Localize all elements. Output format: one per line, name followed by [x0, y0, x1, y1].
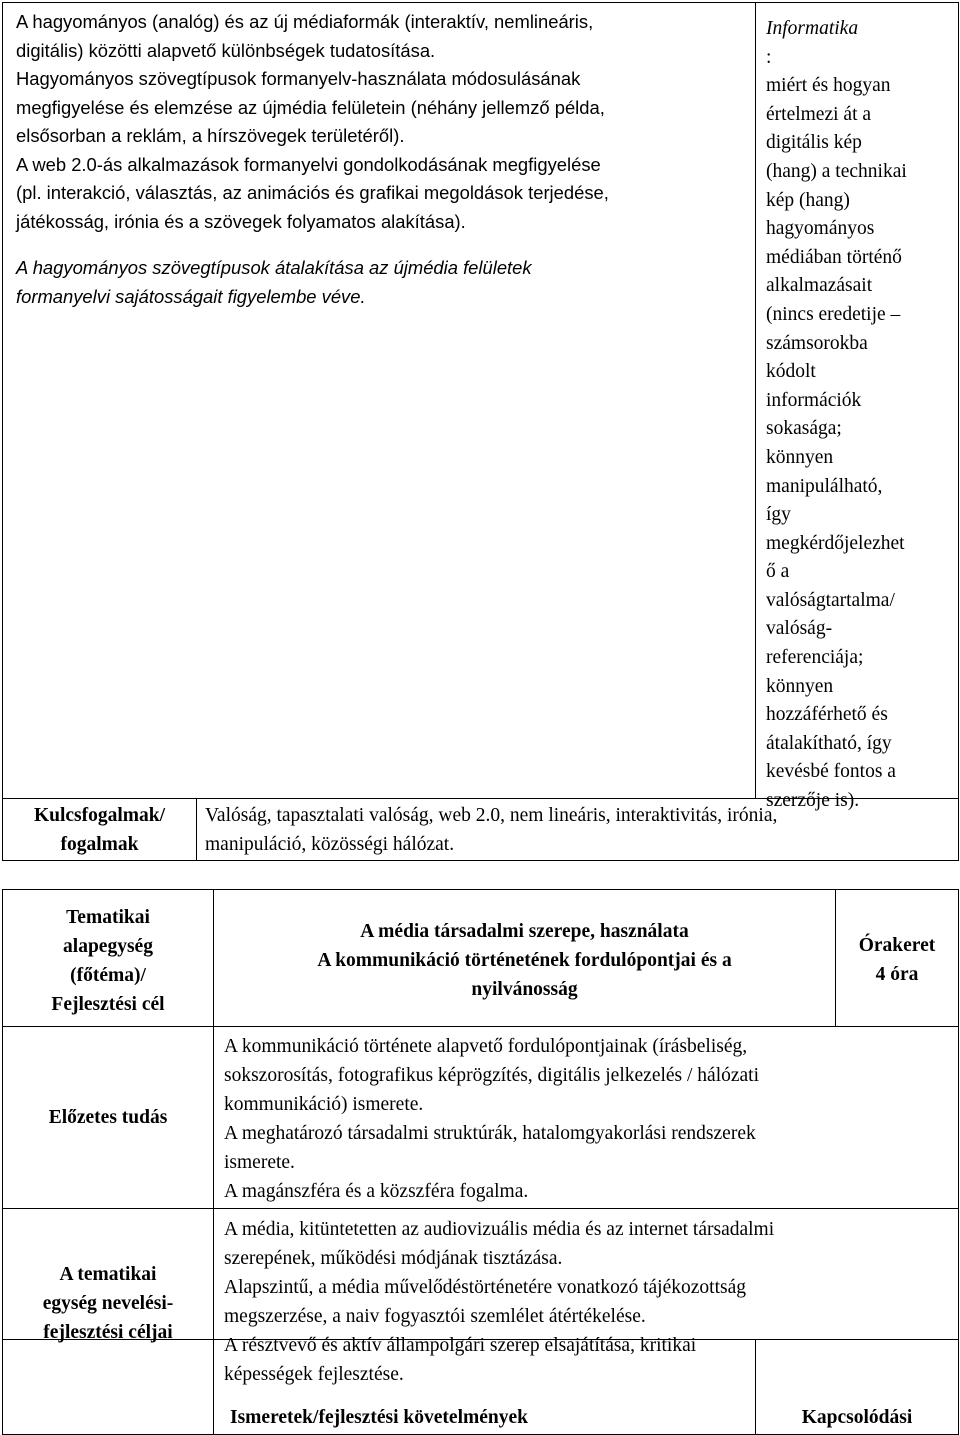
text-line: Hagyományos szövegtípusok formanyelv-használata módosulásának — [16, 68, 581, 89]
key-concepts-value-line: manipuláció, közösségi hálózat. — [205, 834, 455, 855]
key-concepts-value — [205, 801, 955, 859]
text-line: (nincs eredetije – — [766, 303, 901, 325]
text-line: játékosság, irónia és a szövegek folyamatos alakítása). — [16, 210, 466, 232]
text-line: ismerete. — [224, 1152, 295, 1173]
text-line: hozzáférhető és — [766, 704, 888, 726]
requirements-header-text: Ismeretek/fejlesztési követelmények — [230, 1407, 528, 1428]
bottom-table-row-divider — [2, 1208, 959, 1209]
text-line: A hagyományos szövegtípusok átalakítása az újmédia felületek — [16, 257, 532, 278]
connections-header — [756, 1403, 958, 1432]
text-line: A hagyományos (analóg) és az új médiaformák (interaktív, nemlineáris, — [16, 11, 594, 32]
text-line: megkérdőjelezhet — [766, 532, 905, 554]
text-line: átalakítható, így — [766, 732, 892, 754]
development-goals-cell — [16, 8, 751, 311]
text-line: szerzője is). — [766, 790, 860, 812]
text-line: (hang) a technikai — [766, 160, 907, 182]
text-line: miért és hogyan — [766, 75, 891, 97]
text-line: kép (hang) — [766, 189, 850, 211]
development-goals-text — [16, 8, 751, 236]
subject-name: Informatika — [766, 18, 859, 39]
text-line: könnyen — [766, 675, 834, 697]
text-line: Alapszintű, a média művelődéstörténetére vonatkozó tájékozottság — [224, 1277, 746, 1298]
text-line: digitális kép — [766, 132, 862, 154]
text-line: információk — [766, 389, 862, 411]
text-line: formanyelvi sajátosságait figyelembe véve. — [16, 285, 366, 307]
theme-label-line: Tematikai — [66, 907, 150, 928]
key-concepts-divider — [196, 798, 197, 861]
unit-title-line: nyilvánosság — [471, 979, 578, 1000]
key-concepts-label-line: fogalmak — [60, 834, 139, 855]
prior-knowledge-label-text: Előzetes tudás — [48, 1107, 168, 1128]
text-line: médiában történő — [766, 246, 902, 268]
text-line: értelmezi át a — [766, 103, 872, 125]
text-line: szerepének, működési módjának tisztázása. — [224, 1248, 563, 1269]
text-line: A kommunikáció története alapvető fordulópontjainak (írásbeliség, — [224, 1036, 748, 1057]
goals-label-line: fejlesztési céljai — [43, 1322, 173, 1343]
hours-label: Órakeret — [858, 935, 936, 956]
text-line: kommunikáció) ismerete. — [224, 1094, 424, 1115]
key-concepts-label-line: Kulcsfogalmak/ — [33, 805, 166, 826]
text-line: számsorokba — [766, 332, 868, 354]
text-line: digitális) közötti alapvető különbségek tudatosítása. — [16, 39, 436, 61]
prior-knowledge-label — [3, 1103, 213, 1132]
unit-title-line: A kommunikáció történetének fordulópontjai és a — [317, 950, 732, 971]
text-line: valóság- — [766, 618, 833, 640]
connections-header-text: Kapcsolódási — [801, 1407, 913, 1428]
prior-knowledge-text — [224, 1032, 954, 1206]
goals-label-line: A tematikai — [59, 1264, 157, 1285]
theme-label-line: alapegység — [63, 936, 153, 957]
top-table-divider-vertical — [755, 2, 756, 799]
text-line: könnyen — [766, 446, 834, 468]
text-line: A meghatározó társadalmi struktúrák, hatalomgyakorlási rendszerek — [224, 1123, 756, 1144]
goals-text — [224, 1215, 954, 1389]
text-line: ő a — [766, 561, 790, 583]
subject-colon: : — [766, 46, 772, 68]
unit-title — [214, 917, 835, 1004]
text-line: alkalmazásait — [766, 275, 873, 297]
subject-line — [766, 15, 956, 72]
connections-cell — [766, 15, 956, 816]
goals-label — [3, 1260, 213, 1347]
text-line: referenciája; — [766, 647, 864, 669]
goals-label-line: egység nevelési- — [42, 1293, 174, 1314]
text-line: hagyományos — [766, 218, 875, 240]
key-concepts-label — [3, 801, 196, 859]
text-line: kódolt — [766, 361, 816, 383]
connections-text — [766, 15, 956, 816]
text-line: sokasága; — [766, 418, 842, 440]
text-line: valóságtartalma/ — [766, 589, 895, 611]
theme-label — [3, 903, 213, 1019]
text-line: elsősorban a reklám, a hírszövegek területéről). — [16, 125, 405, 146]
text-line: A web 2.0-ás alkalmazások formanyelvi gondolkodásának megfigyelése — [16, 153, 601, 175]
text-line: (pl. interakció, választás, az animációs és grafikai megoldások terjedése, — [16, 182, 609, 203]
text-line: A magánszféra és a közszféra fogalma. — [224, 1181, 529, 1202]
text-line: így — [766, 504, 791, 526]
text-line: sokszorosítás, fotografikus képrögzítés, digitális jelkezelés / hálózati — [224, 1065, 760, 1086]
hours-cell — [836, 931, 958, 989]
text-line: megfigyelése és elemzése az újmédia felületein (néhány jellemző példa, — [16, 96, 605, 118]
hours-value: 4 óra — [875, 964, 919, 985]
text-line: kevésbé fontos a — [766, 761, 896, 783]
bottom-table-row-divider — [2, 1026, 959, 1027]
unit-title-line: A média társadalmi szerepe, használata — [360, 921, 689, 942]
development-goals-italic-text — [16, 254, 751, 311]
theme-label-line: Fejlesztési cél — [51, 994, 165, 1015]
text-line: manipulálható, — [766, 475, 883, 497]
text-line: A média, kitüntetetten az audiovizuális média és az internet társadalmi — [224, 1219, 775, 1240]
text-line: A résztvevő és aktív állampolgári szerep elsajátítása, kritikai — [224, 1335, 697, 1356]
requirements-header — [3, 1403, 755, 1432]
key-concepts-value-line: Valóság, tapasztalati valóság, web 2.0, nem lineáris, interaktivitás, irónia, — [205, 805, 778, 826]
theme-label-line: (főtéma)/ — [70, 965, 146, 986]
text-line: képességek fejlesztése. — [224, 1364, 404, 1385]
text-line: megszerzése, a naiv fogyasztói szemlélet átértékelése. — [224, 1306, 646, 1327]
